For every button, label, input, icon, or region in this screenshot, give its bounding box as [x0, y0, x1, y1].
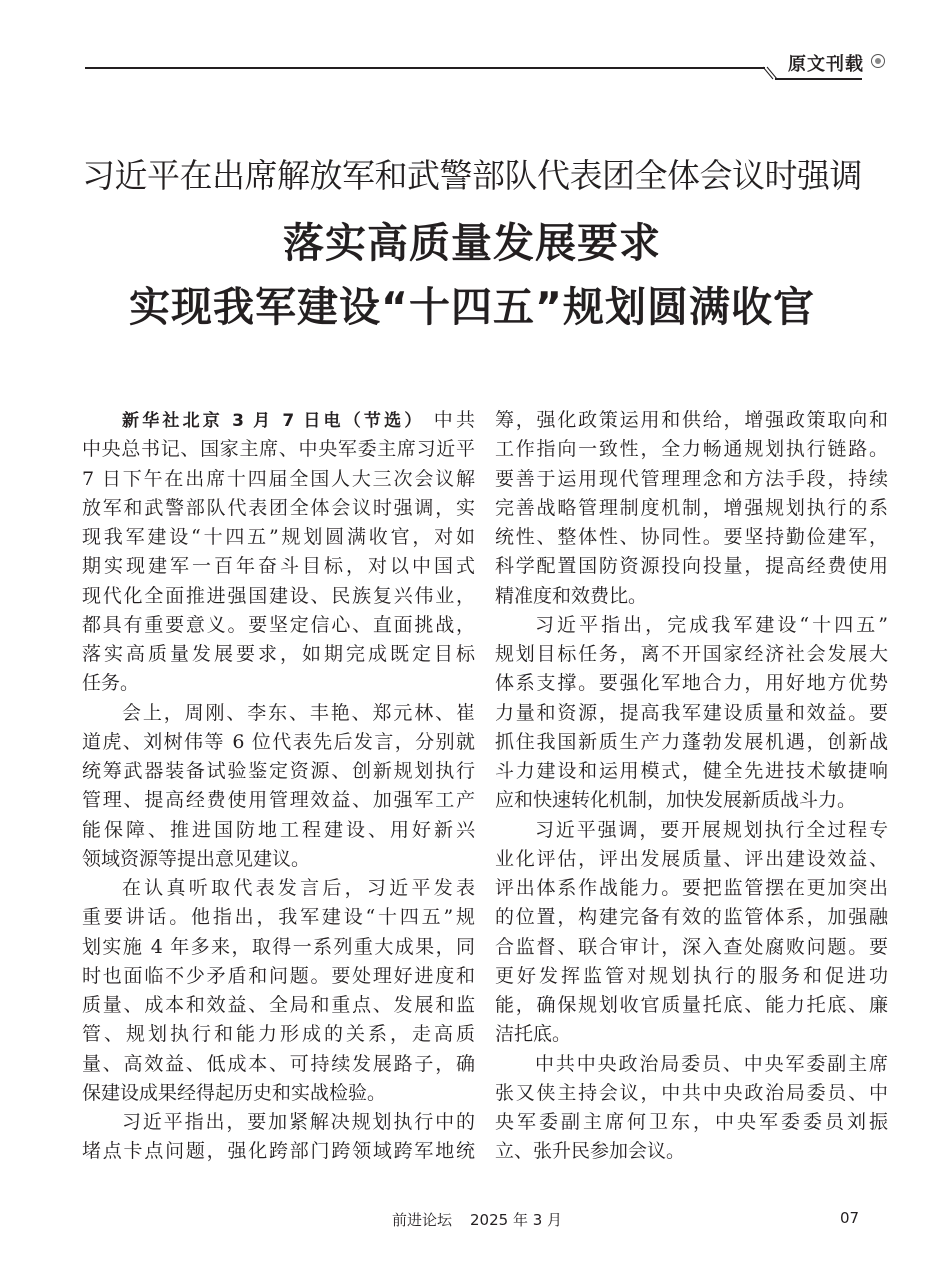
paragraph-line: 要善于运用现代管理理念和方法手段，持续 [495, 467, 888, 490]
paragraph-line: 习近平指出，要加紧解决规划执行中的 [122, 1111, 475, 1133]
paragraph-line: 管、规划执行和能力形成的关系，走高质 [82, 1023, 475, 1046]
paragraph-line: 张又侠主持会议，中共中央政治局委员、中 [495, 1081, 888, 1104]
paragraph-line: 抓住我国新质生产力蓬勃发展机遇，创新战 [495, 730, 888, 753]
paragraph-line: 斗力建设和运用模式，健全先进技术敏捷响 [495, 760, 888, 782]
paragraph-line [82, 406, 475, 435]
paragraph-line: 合监督、联合审计，深入查处腐败问题。要 [495, 935, 888, 958]
paragraph-line: 的位置，构建完备有效的监管体系，加强融 [495, 906, 888, 929]
paragraph-line: 精准度和效费比。 [495, 584, 648, 607]
paragraph-line: 管理、提高经费使用管理效益、加强军工产 [82, 789, 475, 812]
paragraph-line: 统筹武器装备试验鉴定资源、创新规划执行 [82, 760, 475, 782]
page-number: 07 [840, 1209, 860, 1227]
paragraph-line: 洁托底。 [495, 1023, 572, 1046]
paragraph-line: 堵点卡点问题，强化跨部门跨领域跨军地统 [82, 1140, 475, 1163]
paragraph-line: 应和快速转化机制，加快发展新质战斗力。 [495, 789, 857, 812]
paragraph-line: 能，确保规划收官质量托底、能力托底、廉 [495, 994, 888, 1016]
paragraph-line: 统性、整体性、协同性。要坚持勤俭建军， [495, 526, 888, 548]
bullseye-icon [871, 54, 885, 68]
paragraph-line: 习近平指出，完成我军建设“十四五” [535, 613, 888, 636]
paragraph-line: 业化评估，评出发展质量、评出建设效益、 [495, 847, 888, 870]
paragraph-line: 会上，周刚、李东、丰艳、郑元林、崔 [122, 701, 475, 724]
paragraph-line: 量、高效益、低成本、可持续发展路子，确 [82, 1052, 475, 1075]
paragraph-line: 规划目标任务，离不开国家经济社会发展大 [495, 643, 888, 665]
header-rule-lower [775, 78, 862, 80]
header-rule [85, 67, 765, 69]
paragraph-line: 习近平强调，要开展规划执行全过程专 [535, 818, 888, 841]
article-column-right [495, 406, 888, 1167]
paragraph-line: 任务。 [82, 672, 140, 695]
paragraph-line: 评出体系作战能力。要把监管摆在更加突出 [495, 877, 888, 899]
paragraph-line: 筹，强化政策运用和供给，增强政策取向和 [495, 409, 888, 431]
dateline: 新华社北京 3 月 7 日电（节选） [122, 411, 425, 431]
paragraph-line: 立、张升民参加会议。 [495, 1140, 686, 1163]
article-title-line-2: 实现我军建设“十四五”规划圆满收官 [129, 283, 815, 331]
paragraph-line: 质量、成本和效益、全局和重点、发展和监 [82, 994, 475, 1016]
footer-issue-date: 2025 年 3 月 [470, 1211, 563, 1229]
article-title-line-1: 落实高质量发展要求 [283, 219, 661, 267]
paragraph-line: 放军和武警部队代表团全体会议时强调，实 [82, 496, 475, 519]
paragraph-line: 现我军建设“十四五”规划圆满收官，对如 [82, 526, 475, 548]
article-column-left [82, 406, 475, 1167]
paragraph-line: 中共中央政治局委员、中央军委副主席 [535, 1052, 888, 1075]
paragraph-line: 划实施 4 年多来，取得一系列重大成果，同 [82, 935, 475, 958]
paragraph-line: 工作指向一致性，全力畅通规划执行链路。 [495, 438, 888, 461]
paragraph-line: 中央总书记、国家主席、中央军委主席习近平 [82, 438, 475, 461]
paragraph-line: 央军委副主席何卫东，中央军委委员刘振 [495, 1111, 888, 1133]
paragraph-line: 完善战略管理制度机制，增强规划执行的系 [495, 496, 888, 519]
paragraph-line: 在认真听取代表发言后，习近平发表 [122, 877, 475, 899]
paragraph-line: 重要讲话。他指出，我军建设“十四五”规 [82, 906, 475, 929]
paragraph-line: 道虎、刘树伟等 6 位代表先后发言，分别就 [82, 730, 475, 753]
paragraph-line: 能保障、推进国防地工程建设、用好新兴 [82, 818, 475, 841]
paragraph-line: 体系支撑。要强化军地合力，用好地方优势 [495, 672, 888, 695]
section-label: 原文刊载 [788, 54, 864, 75]
paragraph-line: 更好发挥监管对规划执行的服务和促进功 [495, 964, 888, 987]
paragraph-line: 力量和资源，提高我军建设质量和效益。要 [495, 701, 888, 724]
paragraph-line: 都具有重要意义。要坚定信心、直面挑战， [82, 613, 475, 636]
header-rule-kink [762, 64, 782, 84]
paragraph-line: 期实现建军一百年奋斗目标，对以中国式 [82, 555, 475, 578]
footer-journal-name: 前进论坛 [392, 1211, 453, 1229]
article-pretitle: 习近平在出席解放军和武警部队代表团全体会议时强调 [82, 156, 862, 195]
paragraph-line: 保建设成果经得起历史和实战检验。 [82, 1081, 387, 1104]
paragraph-line: 时也面临不少矛盾和问题。要处理好进度和 [82, 964, 475, 987]
paragraph-line: 现代化全面推进强国建设、民族复兴伟业， [82, 584, 475, 607]
paragraph-line: 7 日下午在出席十四届全国人大三次会议解 [82, 467, 475, 490]
paragraph-line: 落实高质量发展要求，如期完成既定目标 [82, 643, 475, 665]
paragraph-line: 领域资源等提出意见建议。 [82, 847, 311, 870]
paragraph-line: 科学配置国防资源投向投量，提高经费使用 [495, 555, 888, 578]
paragraph-text: 中共 [424, 409, 475, 431]
